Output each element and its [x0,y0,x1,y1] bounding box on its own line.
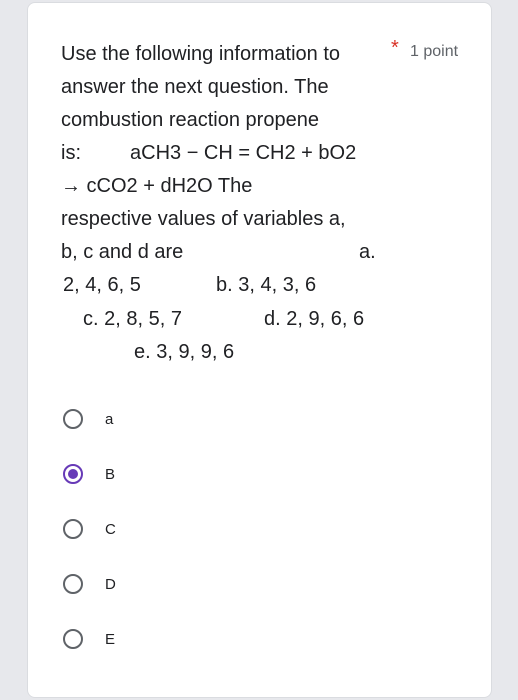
radio-button-icon[interactable] [63,519,83,539]
choice-c: c. 2, 8, 5, 7 [83,308,182,330]
choice-a-values: 2, 4, 6, 5 [63,274,141,296]
question-line: is: [61,142,81,164]
choice-b: b. 3, 4, 3, 6 [216,274,317,296]
question-line: b, c and d are [61,241,184,263]
choice-e: e. 3, 9, 9, 6 [134,341,235,363]
required-asterisk: * [391,37,399,59]
option-label: E [105,630,116,648]
option-a[interactable] [63,404,113,434]
option-d[interactable] [63,569,116,599]
radio-button-icon[interactable] [63,409,83,429]
question-line: answer the next question. The [61,76,329,98]
choice-a-letter: a. [359,241,376,263]
radio-button-checked-icon[interactable] [63,464,83,484]
radio-button-icon[interactable] [63,574,83,594]
radio-button-icon[interactable] [63,629,83,649]
option-label: B [105,465,116,483]
option-label: C [105,520,116,538]
option-b[interactable] [63,459,115,489]
points-label: 1 point [410,43,459,60]
option-label: a [105,410,114,428]
option-label: D [105,575,116,593]
question-card [27,2,492,698]
equation-reactants: aCH3 − CH = CH2 + bO2 [130,142,357,164]
question-line: Use the following information to [61,43,341,65]
question-line: combustion reaction propene [61,109,319,131]
question-line: respective values of variables a, [61,208,346,230]
equation-products: → cCO2 + dH2O The [61,175,253,197]
option-c[interactable] [63,514,116,544]
choice-d: d. 2, 9, 6, 6 [264,308,365,330]
option-e[interactable] [63,624,115,654]
